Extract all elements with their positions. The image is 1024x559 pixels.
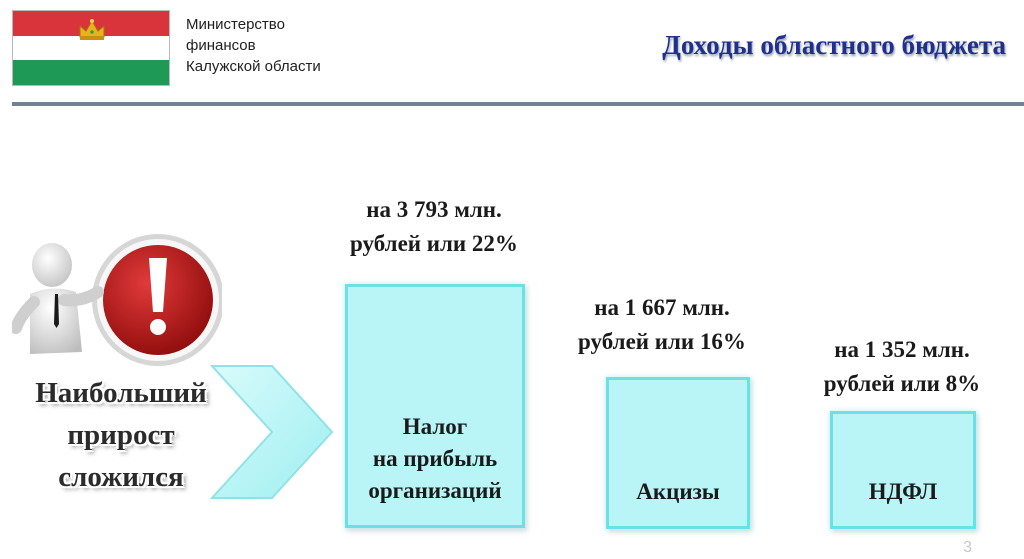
- lead-line: сложился: [58, 461, 184, 493]
- box-ndfl: [830, 411, 976, 529]
- growth-text-excise: [562, 291, 762, 359]
- box-label: [869, 476, 938, 508]
- box-label-line: организаций: [368, 478, 502, 503]
- ministry-line: финансов: [186, 37, 256, 54]
- box-label-line: НДФЛ: [868, 479, 938, 504]
- region-flag: [12, 10, 170, 86]
- growth-text-ndfl: [806, 333, 998, 401]
- page-title: Доходы областного бюджета: [662, 30, 1006, 60]
- growth-line: рублей или 16%: [578, 329, 746, 354]
- box-label-line: на прибыль: [372, 446, 498, 471]
- growth-text-profit-tax: [336, 193, 532, 261]
- box-label-line: Акцизы: [636, 479, 720, 504]
- box-profit-tax: [345, 284, 525, 528]
- box-label: [636, 476, 720, 508]
- box-label: [368, 411, 501, 507]
- header-divider: [12, 102, 1024, 106]
- growth-line: на 3 793 млн.: [366, 197, 502, 222]
- growth-line: на 1 352 млн.: [834, 337, 970, 362]
- box-excise: [606, 377, 750, 529]
- growth-line: рублей или 8%: [823, 371, 981, 396]
- growth-line: рублей или 22%: [350, 231, 518, 256]
- page-number: 3: [963, 539, 972, 556]
- ministry-line: Министерство: [186, 16, 285, 33]
- person-with-exclamation-icon: [12, 232, 222, 382]
- ministry-line: Калужской области: [186, 58, 321, 75]
- lead-line: Наибольший: [35, 377, 207, 409]
- ministry-name: [186, 14, 321, 77]
- crown-icon: [77, 17, 107, 41]
- lead-text: [14, 372, 228, 498]
- lead-line: прирост: [67, 419, 175, 451]
- growth-line: на 1 667 млн.: [594, 295, 730, 320]
- box-label-line: Налог: [402, 414, 468, 439]
- flag-green-band: [13, 60, 169, 85]
